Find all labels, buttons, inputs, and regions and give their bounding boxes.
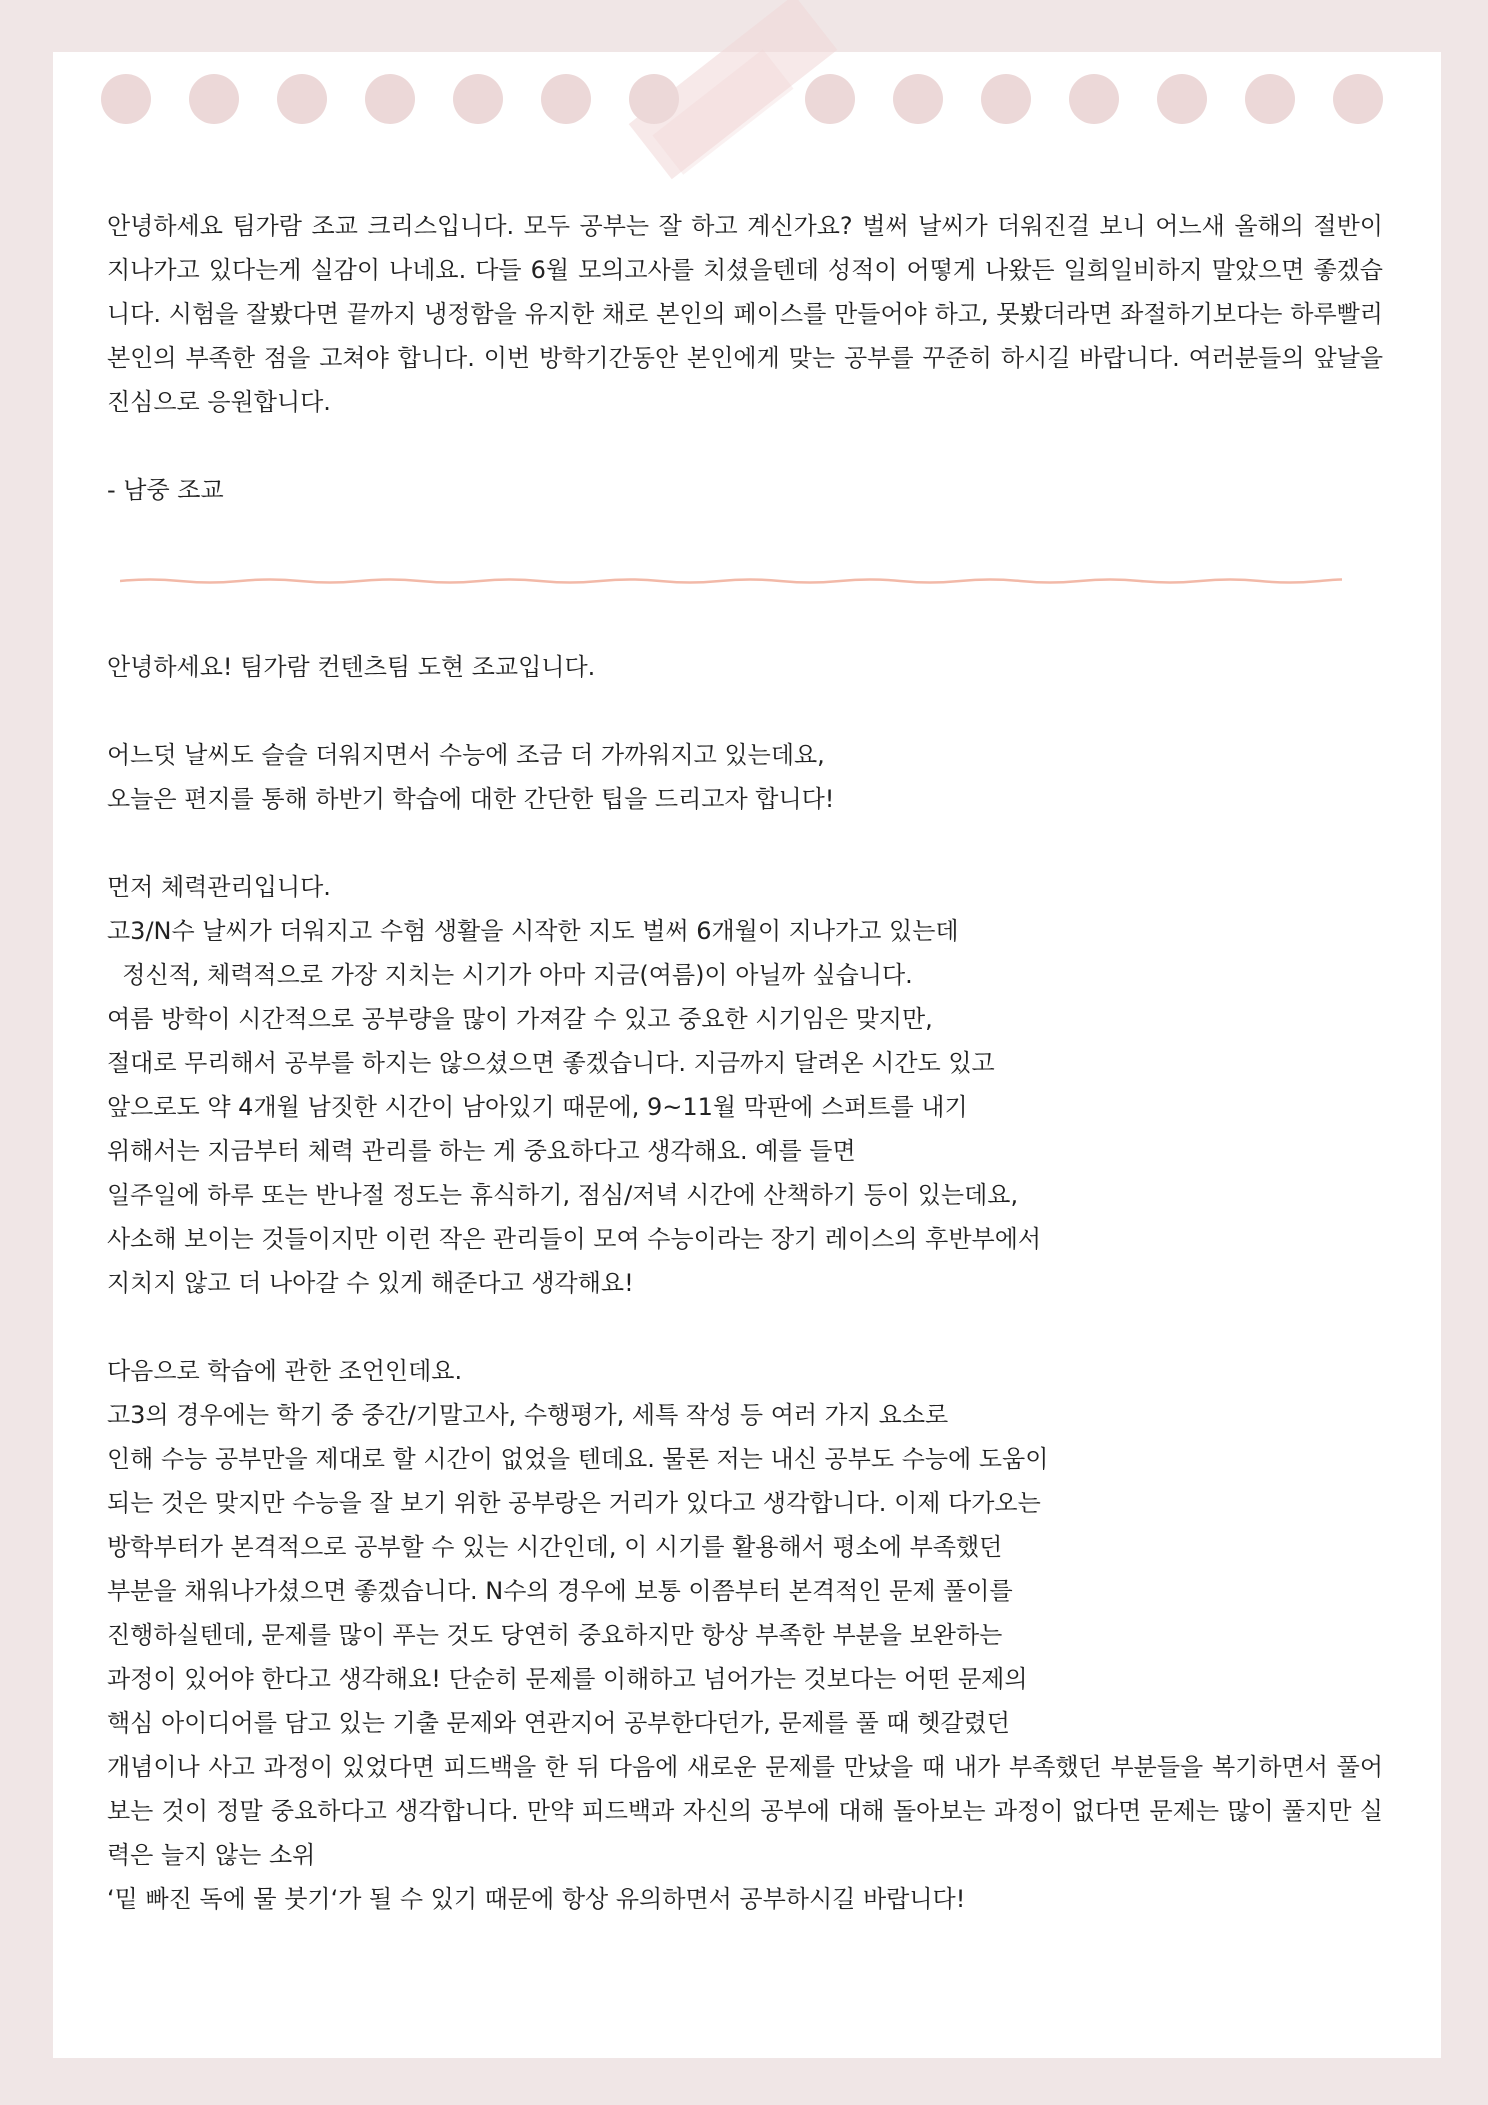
health-line: 앞으로도 약 4개월 남짓한 시간이 남아있기 때문에, 9~11월 막판에 스퍼트를 내기 xyxy=(107,1093,968,1121)
health-line: 절대로 무리해서 공부를 하지는 않으셨으면 좋겠습니다. 지금까지 달려온 시간도 있고 xyxy=(107,1049,995,1077)
section-divider xyxy=(120,578,1342,584)
letter-section-chris xyxy=(107,204,1383,512)
letter-section-dohyun xyxy=(107,645,1383,1921)
binder-hole xyxy=(1245,74,1295,124)
health-line: 정신적, 체력적으로 가장 지치는 시기가 아마 지금(여름)이 아닐까 싶습니다. xyxy=(107,961,913,989)
health-line: 사소해 보이는 것들이지만 이런 작은 관리들이 모여 수능이라는 장기 레이스의 후반부에서 xyxy=(107,1225,1042,1253)
study-line: 방학부터가 본격적으로 공부할 수 있는 시간인데, 이 시기를 활용해서 평소에 부족했던 xyxy=(107,1533,1003,1561)
health-line: 지치지 않고 더 나아갈 수 있게 해준다고 생각해요! xyxy=(107,1269,634,1297)
intro-line: 오늘은 편지를 통해 하반기 학습에 대한 간단한 팁을 드리고자 합니다! xyxy=(107,785,835,813)
binder-hole xyxy=(453,74,503,124)
study-line: 핵심 아이디어를 담고 있는 기출 문제와 연관지어 공부한다던가, 문제를 풀 때 헷갈렸던 xyxy=(107,1709,1010,1737)
binder-hole xyxy=(101,74,151,124)
study-line: 부분을 채워나가셨으면 좋겠습니다. N수의 경우에 보통 이쯤부터 본격적인 문제 풀이를 xyxy=(107,1577,1013,1605)
binder-hole xyxy=(981,74,1031,124)
health-line: 먼저 체력관리입니다. xyxy=(107,873,331,901)
health-line: 위해서는 지금부터 체력 관리를 하는 게 중요하다고 생각해요. 예를 들면 xyxy=(107,1137,856,1165)
binder-hole xyxy=(365,74,415,124)
health-line: 고3/N수 날씨가 더워지고 수험 생활을 시작한 지도 벌써 6개월이 지나가고 있는데 xyxy=(107,917,959,945)
study-line: 인해 수능 공부만을 제대로 할 시간이 없었을 텐데요. 물론 저는 내신 공부도 수능에 도움이 xyxy=(107,1445,1049,1473)
binder-hole xyxy=(189,74,239,124)
study-line: 고3의 경우에는 학기 중 중간/기말고사, 수행평가, 세특 작성 등 여러 가지 요소로 xyxy=(107,1401,949,1429)
binder-hole xyxy=(893,74,943,124)
binder-hole xyxy=(1333,74,1383,124)
study-line: 되는 것은 맞지만 수능을 잘 보기 위한 공부랑은 거리가 있다고 생각합니다. 이제 다가오는 xyxy=(107,1489,1041,1517)
intro-line: 어느덧 날씨도 슬슬 더워지면서 수능에 조금 더 가까워지고 있는데요, xyxy=(107,741,825,769)
binder-hole xyxy=(277,74,327,124)
binder-hole xyxy=(1069,74,1119,124)
health-line: 일주일에 하루 또는 반나절 정도는 휴식하기, 점심/저녁 시간에 산책하기 등이 있는데요, xyxy=(107,1181,1019,1209)
binder-hole xyxy=(541,74,591,124)
study-paragraph: 개념이나 사고 과정이 있었다면 피드백을 한 뒤 다음에 새로운 문제를 만났을 때 내가 부족했던 부분들을 복기하면서 풀어보는 것이 정말 중요하다고 생각합니다. 만약 피드백과 자신의 공부에 대해 돌아보는 과정이 없다면 문제는 많이 풀지만 실력은 늘지 않는 소위 xyxy=(107,1753,1383,1869)
greeting: 안녕하세요! 팀가람 컨텐츠팀 도현 조교입니다. xyxy=(107,653,596,681)
binder-hole xyxy=(629,74,679,124)
study-line: 과정이 있어야 한다고 생각해요! 단순히 문제를 이해하고 넘어가는 것보다는 어떤 문제의 xyxy=(107,1665,1028,1693)
binder-hole xyxy=(805,74,855,124)
chris-paragraph: 안녕하세요 팀가람 조교 크리스입니다. 모두 공부는 잘 하고 계신가요? 벌써 날씨가 더워진걸 보니 어느새 올해의 절반이 지나가고 있다는게 실감이 나네요. 다들 6월 모의고사를 치셨을텐데 성적이 어떻게 나왔든 일희일비하지 말았으면 좋겠습니다. 시험을 잘봤다면 끝까지 냉정함을 유지한 채로 본인의 페이스를 만들어야 하고, 못봤더라면 좌절하기보다는 하루빨리 본인의 부족한 점을 고쳐야 합니다. 이번 방학기간동안 본인에게 맞는 공부를 꾸준히 하시길 바랍니다. 여러분들의 앞날을 진심으로 응원합니다. xyxy=(107,212,1383,416)
closing-line: ‘밑 빠진 독에 물 붓기‘가 될 수 있기 때문에 항상 유의하면서 공부하시길 바랍니다! xyxy=(107,1885,966,1913)
signature: - 남중 조교 xyxy=(107,476,224,504)
study-line: 다음으로 학습에 관한 조언인데요. xyxy=(107,1357,463,1385)
study-line: 진행하실텐데, 문제를 많이 푸는 것도 당연히 중요하지만 항상 부족한 부분을 보완하는 xyxy=(107,1621,1003,1649)
binder-hole xyxy=(1157,74,1207,124)
health-line: 여름 방학이 시간적으로 공부량을 많이 가져갈 수 있고 중요한 시기임은 맞지만, xyxy=(107,1005,933,1033)
